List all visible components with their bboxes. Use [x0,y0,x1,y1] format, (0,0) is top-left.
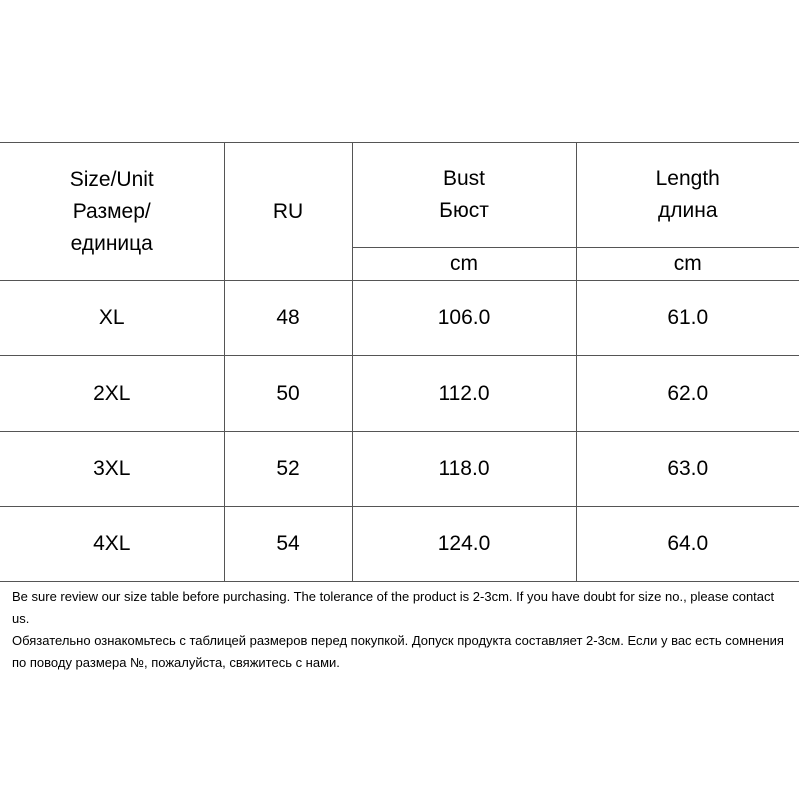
ru-cell: 50 [224,356,352,432]
size-note-english: Be sure review our size table before purchasing. The tolerance of the product is 2-3cm. If you have doubt for size no., please contact us. [12,589,775,626]
length-cell: 63.0 [576,432,799,507]
bust-cell: 106.0 [352,281,576,356]
ru-cell: 48 [224,281,352,356]
header-bust-line-2: Бюст [439,199,489,222]
table-row [0,356,799,432]
header-length [576,143,799,248]
header-size-line-1: Size/Unit [69,167,154,191]
header-bust [352,143,576,248]
table-row [0,281,799,356]
size-note-russian: Обязательно ознакомьтесь с таблицей размеров перед покупкой. Допуск продукта составляет 2-3см. Если у вас есть сомнения по поводу размера №, пожалуйста, свяжитесь с нами. [12,633,784,670]
length-cell: 61.0 [576,281,799,356]
header-size-unit [0,143,224,281]
size-cell: 4XL [0,507,224,582]
table-row [0,432,799,507]
size-note [12,586,790,674]
bust-unit: cm [352,248,576,281]
bust-cell: 112.0 [352,356,576,432]
header-row [0,143,799,248]
size-cell: 2XL [0,356,224,432]
header-size-line-2: Размер/ [72,199,151,223]
table-row [0,507,799,582]
size-cell: 3XL [0,432,224,507]
header-length-line-2: длина [657,199,718,222]
size-chart-table [0,142,799,582]
header-bust-line-1: Bust [442,167,486,190]
bust-cell: 118.0 [352,432,576,507]
bust-cell: 124.0 [352,507,576,582]
ru-cell: 52 [224,432,352,507]
header-length-line-1: Length [655,167,720,190]
header-size-line-3: единица [70,231,153,255]
length-unit: cm [576,248,799,281]
header-ru: RU [224,143,352,281]
size-cell: XL [0,281,224,356]
ru-cell: 54 [224,507,352,582]
length-cell: 64.0 [576,507,799,582]
length-cell: 62.0 [576,356,799,432]
